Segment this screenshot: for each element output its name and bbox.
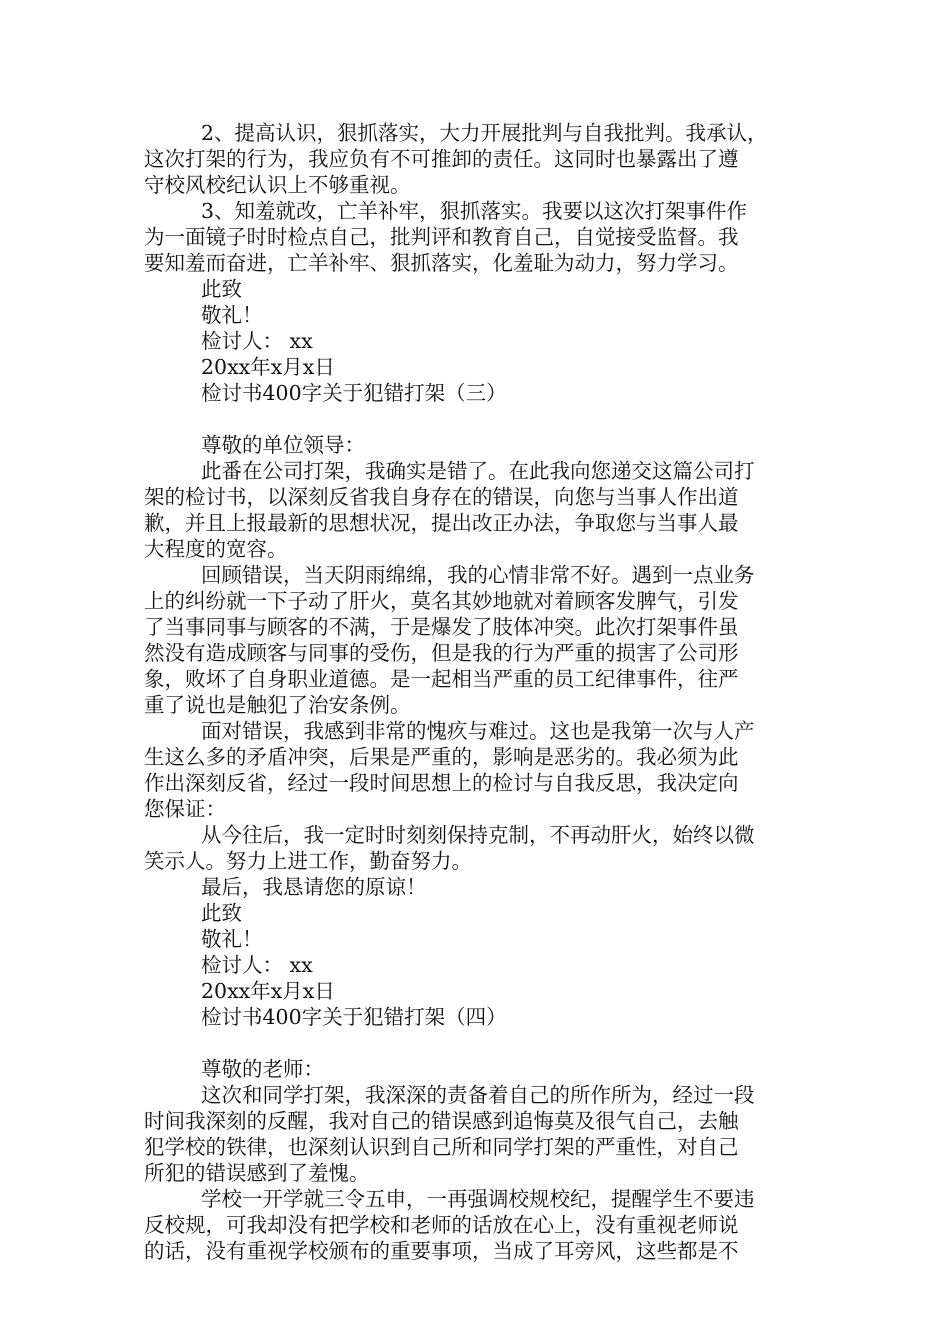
paragraph-line: 犯学校的铁律，也深刻认识到自己所和同学打架的严重性，对自己 — [144, 1135, 739, 1159]
section-heading: 检讨书400字关于犯错打架（四） — [201, 1005, 507, 1029]
date-line: 20xx年x月x日 — [201, 355, 335, 379]
salutation: 尊敬的单位领导： — [201, 433, 365, 457]
paragraph-line: 歉，并且上报最新的思想状况，提出改正办法，争取您与当事人最 — [144, 511, 739, 535]
paragraph-line: 架的检讨书，以深刻反省我自身存在的错误，向您与当事人作出道 — [144, 485, 739, 509]
paragraph-line: 从今往后，我一定时时刻刻保持克制，不再动肝火，始终以微 — [201, 823, 755, 847]
paragraph-line: 学校一开学就三令五申，一再强调校规校纪，提醒学生不要违 — [201, 1187, 755, 1211]
paragraph-line: 时间我深刻的反醒，我对自己的错误感到追悔莫及很气自己，去触 — [144, 1109, 739, 1133]
paragraph-line: 最后，我恳请您的原谅！ — [201, 875, 427, 899]
signature-line: 检讨人： xx — [201, 953, 313, 977]
date-line: 20xx年x月x日 — [201, 979, 335, 1003]
paragraph-line: 生这么多的矛盾冲突，后果是严重的，影响是恶劣的。我必须为此 — [144, 745, 739, 769]
paragraph-line: 3、知羞就改，亡羊补牢，狠抓落实。我要以这次打架事件作 — [201, 199, 748, 223]
section-heading: 检讨书400字关于犯错打架（三） — [201, 381, 507, 405]
paragraph-line: 回顾错误，当天阴雨绵绵，我的心情非常不好。遇到一点业务 — [201, 563, 755, 587]
paragraph-line: 笑示人。努力上进工作，勤奋努力。 — [144, 849, 472, 873]
signature-line: 检讨人： xx — [201, 329, 313, 353]
paragraph-line: 2、提高认识，狠抓落实，大力开展批判与自我批判。我承认， — [201, 121, 768, 145]
paragraph-line: 面对错误，我感到非常的愧疚与难过。这也是我第一次与人产 — [201, 719, 755, 743]
paragraph-line: 反校规，可我却没有把学校和老师的话放在心上，没有重视老师说 — [144, 1213, 739, 1237]
paragraph-line: 重了说也是触犯了治安条例。 — [144, 693, 411, 717]
paragraph-line: 为一面镜子时时检点自己，批判评和教育自己，自觉接受监督。我 — [144, 225, 739, 249]
paragraph-line: 守校风校纪认识上不够重视。 — [144, 173, 411, 197]
document-body — [144, 120, 824, 1264]
paragraph-line: 这次打架的行为，我应负有不可推卸的责任。这同时也暴露出了遵 — [144, 147, 739, 171]
closing-line: 敬礼！ — [201, 927, 263, 951]
paragraph-line: 象，败坏了自身职业道德。是一起相当严重的员工纪律事件，往严 — [144, 667, 739, 691]
paragraph-line: 您保证： — [144, 797, 226, 821]
closing-line: 此致 — [201, 901, 242, 925]
closing-line: 此致 — [201, 277, 242, 301]
paragraph-line: 此番在公司打架，我确实是错了。在此我向您递交这篇公司打 — [201, 459, 755, 483]
blank-line — [144, 406, 824, 432]
closing-line: 敬礼！ — [201, 303, 263, 327]
paragraph-line: 要知羞而奋进，亡羊补牢、狠抓落实，化羞耻为动力，努力学习。 — [144, 251, 739, 275]
paragraph-line: 这次和同学打架，我深深的责备着自己的所作所为，经过一段 — [201, 1083, 755, 1107]
blank-line — [144, 1030, 824, 1056]
paragraph-line: 大程度的宽容。 — [144, 537, 288, 561]
paragraph-line: 上的纠纷就一下子动了肝火，莫名其妙地就对着顾客发脾气，引发 — [144, 589, 739, 613]
paragraph-line: 的话，没有重视学校颁布的重要事项，当成了耳旁风，这些都是不 — [144, 1239, 739, 1263]
paragraph-line: 所犯的错误感到了羞愧。 — [144, 1161, 370, 1185]
paragraph-line: 然没有造成顾客与同事的受伤，但是我的行为严重的损害了公司形 — [144, 641, 739, 665]
salutation: 尊敬的老师： — [201, 1057, 324, 1081]
paragraph-line: 了当事同事与顾客的不满，于是爆发了肢体冲突。此次打架事件虽 — [144, 615, 739, 639]
paragraph-line: 作出深刻反省，经过一段时间思想上的检讨与自我反思，我决定向 — [144, 771, 739, 795]
